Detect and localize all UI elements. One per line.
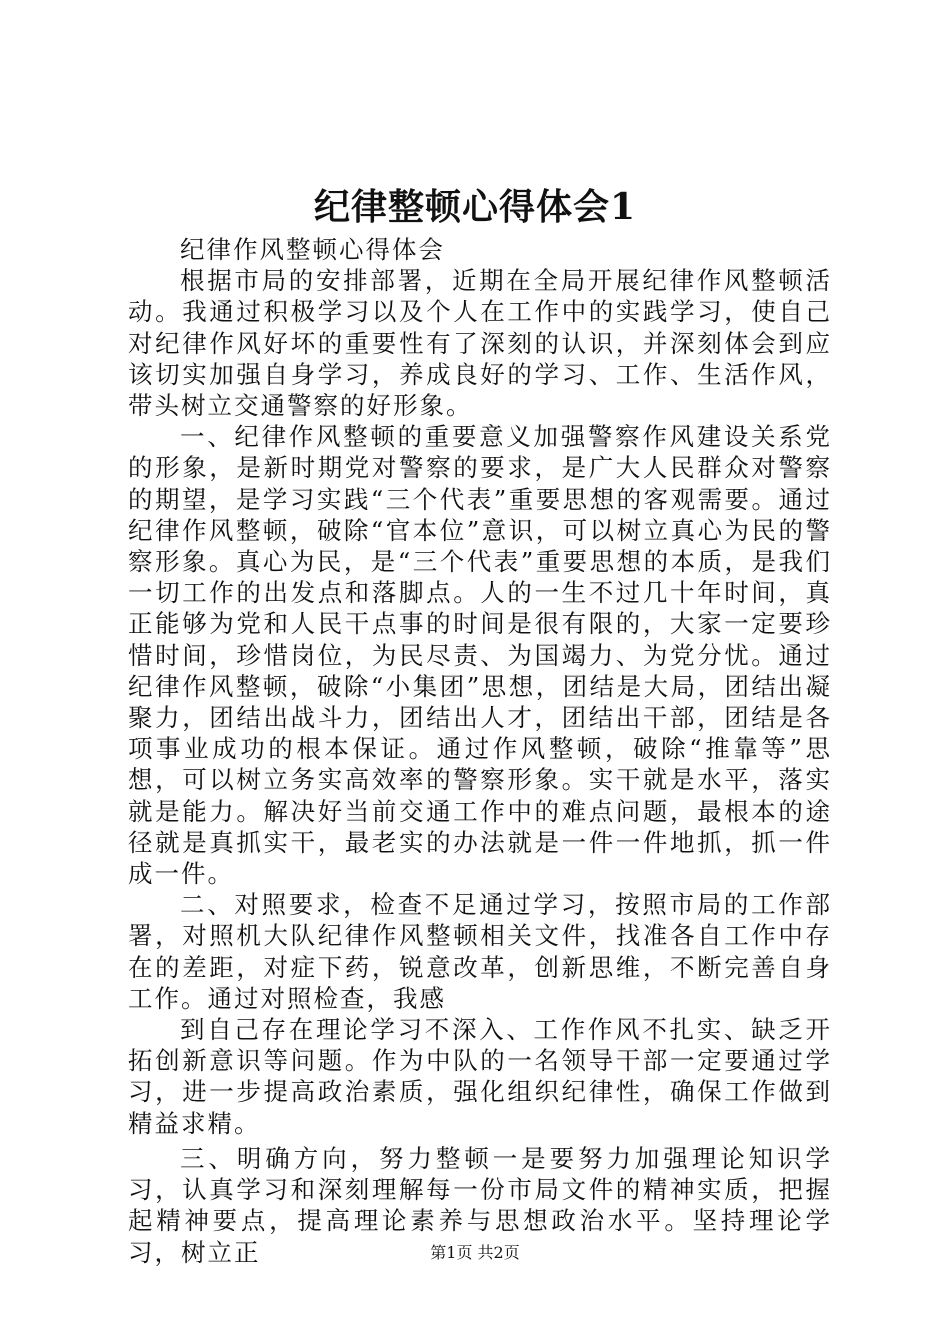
document-body — [128, 234, 832, 1268]
document-title: 纪律整顿心得体会1 — [313, 186, 637, 228]
paragraph-subtitle: 纪律作风整顿心得体会 — [180, 235, 445, 264]
paragraph-section-2-continued: 到自己存在理论学习不深入、工作作风不扎实、缺乏开拓创新意识等问题。作为中队的一名领导干部一定要通过学习，进一步提高政治素质，强化组织纪律性，确保工作做到精益求精。 — [128, 1015, 832, 1138]
paragraph-section-1: 一、纪律作风整顿的重要意义加强警察作风建设关系党的形象，是新时期党对警察的要求，是广大人民群众对警察的期望，是学习实践“三个代表”重要思想的客观需要。通过纪律作风整顿，破除“官本位”意识，可以树立真心为民的警察形象。真心为民，是“三个代表”重要思想的本质，是我们一切工作的出发点和落脚点。人的一生不过几十年时间，真正能够为党和人民干点事的时间是很有限的，大家一定要珍惜时间，珍惜岗位，为民尽责、为国竭力、为党分忧。通过纪律作风整顿，破除“小集团”思想，团结是大局，团结出凝聚力，团结出战斗力，团结出人才，团结出干部，团结是各项事业成功的根本保证。通过作风整顿，破除“推靠等”思想，可以树立务实高效率的警察形象。实干就是水平，落实就是能力。解决好当前交通工作中的难点问题，最根本的途径就是真抓实干，最老实的办法就是一件一件地抓，抓一件成一件。 — [128, 422, 832, 889]
paragraph-section-2: 二、对照要求，检查不足通过学习，按照市局的工作部署，对照机大队纪律作风整顿相关文件，找准各自工作中存在的差距，对症下药，锐意改革，创新思维，不断完善自身工作。通过对照检查，我感 — [128, 890, 832, 1013]
page-number-footer: 第1页 共2页 — [430, 1243, 520, 1262]
paragraph-section-3: 三、明确方向，努力整顿一是要努力加强理论知识学习，认真学习和深刻理解每一份市局文件的精神实质，把握起精神要点，提高理论素养与思想政治水平。坚持理论学习，树立正 — [128, 1143, 832, 1267]
paragraph-intro: 根据市局的安排部署，近期在全局开展纪律作风整顿活动。我通过积极学习以及个人在工作中的实践学习，使自己对纪律作风好坏的重要性有了深刻的认识，并深刻体会到应该切实加强自身学习，养成良好的学习、工作、生活作风，带头树立交通警察的好形象。 — [128, 266, 832, 421]
